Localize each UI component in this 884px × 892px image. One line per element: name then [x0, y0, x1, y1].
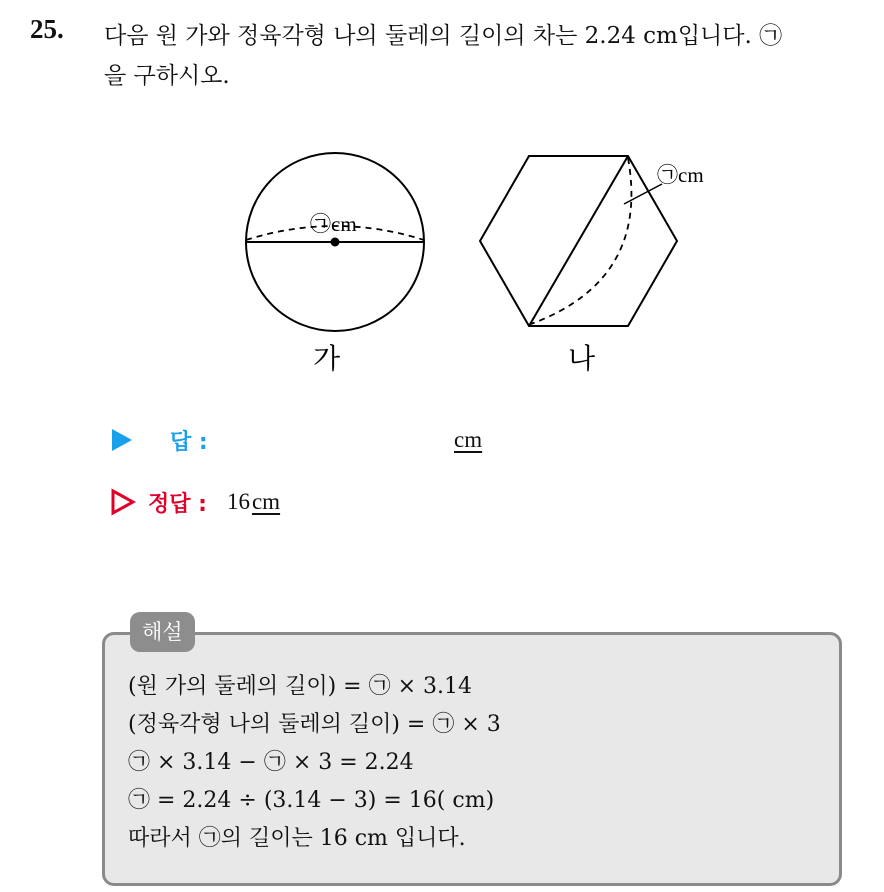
hexagon-dim-arc — [531, 158, 631, 324]
figures — [0, 0, 884, 420]
solution-line: 따라서 ㉠의 길이는 16 cm 입니다. — [128, 826, 466, 851]
correct-answer-value: 16 — [226, 489, 250, 514]
circle-center-dot — [331, 238, 340, 247]
circle-dim-label: ㉠cm — [310, 212, 357, 236]
hexagon-dim-label: ㉠cm — [657, 163, 704, 187]
solution-tab: 해설 — [130, 612, 195, 652]
correct-answer-row — [110, 482, 280, 522]
question-text-line-2: 을 구하시오. — [104, 63, 230, 89]
circle-figure — [246, 153, 424, 375]
circle-label: 가 — [313, 342, 341, 375]
hexagon-figure — [480, 156, 704, 375]
correct-answer-label: 정답 : — [148, 491, 207, 517]
answer-label: 답 : — [170, 429, 208, 455]
solution-line: (정육각형 나의 둘레의 길이) = ㉠ × 3 — [128, 712, 501, 737]
solution-line: ㉠ × 3.14 − ㉠ × 3 = 2.24 — [128, 750, 414, 775]
question-text-line-1: 다음 원 가와 정육각형 나의 둘레의 길이의 차는 2.24 cm입니다. ㉠ — [104, 23, 783, 49]
correct-triangle-icon — [110, 488, 136, 516]
solution-line: ㉠ = 2.24 ÷ (3.14 − 3) = 16( cm) — [128, 788, 495, 813]
solution-lines — [128, 668, 828, 858]
question-number: 25. — [30, 14, 64, 44]
answer-unit[interactable]: cm — [454, 427, 483, 452]
answer-row — [110, 420, 483, 460]
correct-answer-unit: cm — [251, 489, 281, 514]
hexagon-leader-line — [624, 184, 662, 204]
solution-line: (원 가의 둘레의 길이) = ㉠ × 3.14 — [128, 674, 472, 699]
hexagon-label: 나 — [568, 342, 596, 375]
answer-triangle-icon — [110, 427, 134, 453]
